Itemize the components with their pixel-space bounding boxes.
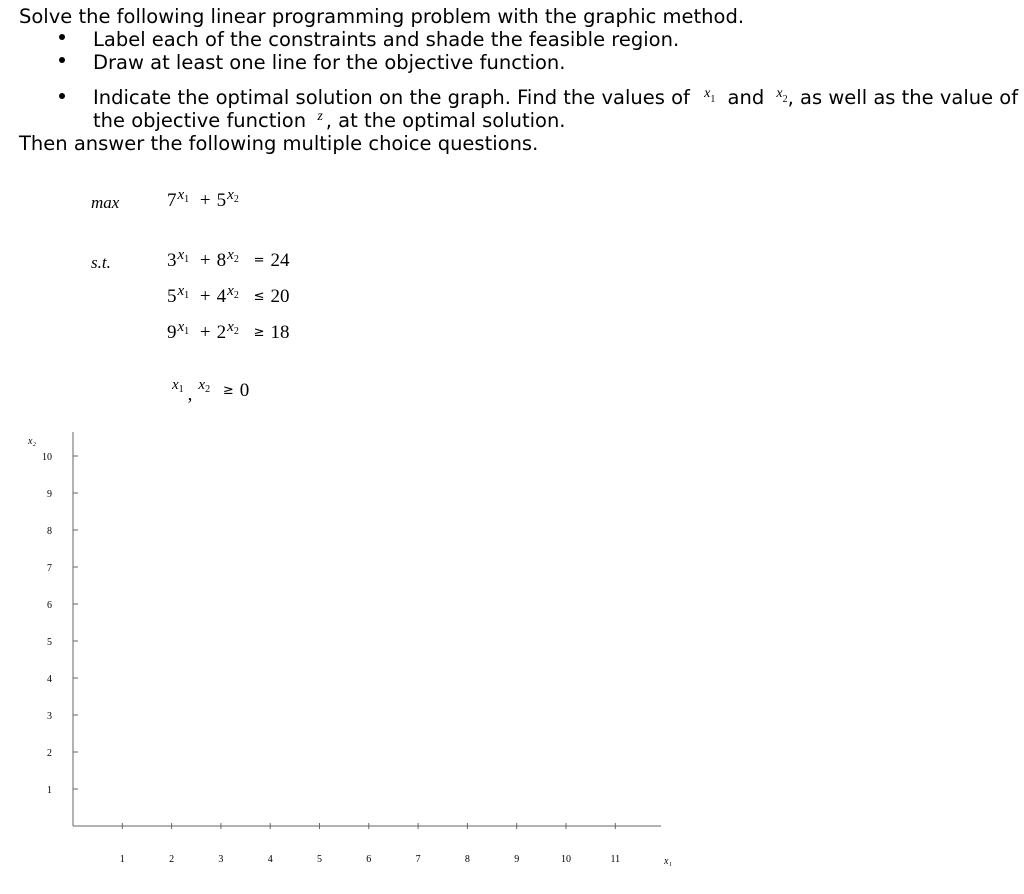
var-x2: $^x$2 <box>776 86 788 105</box>
x-tick-label: 10 <box>561 854 571 865</box>
instruction-text: , as well as the value of <box>787 86 1019 109</box>
instruction-objective-line: Draw at least one line for the objective function. <box>93 51 566 74</box>
y-tick-label: 1 <box>47 785 52 796</box>
constraint-row: $9^{x1} + 2^{x2} \ge 18$ <box>167 319 290 343</box>
var-x1: $^x$1 <box>704 86 716 105</box>
constraint-row: $5^{x1} + 4^{x2} \le 20$ <box>167 283 290 307</box>
closing-instruction: Then answer the following multiple choice questions. <box>19 132 539 155</box>
instruction-text: Indicate the optimal solution on the graph. Find the values of <box>93 86 690 109</box>
bullet-dot <box>59 34 65 40</box>
y-tick-label: 9 <box>47 489 52 500</box>
x-tick-label: 8 <box>464 854 470 865</box>
instruction-text: and <box>727 86 765 109</box>
x-tick-label: 3 <box>218 854 224 865</box>
x-tick-label: 9 <box>514 854 520 865</box>
bullet-dot <box>59 57 65 63</box>
y-tick-label: 5 <box>47 637 52 648</box>
instruction-text: the objective function <box>93 109 307 132</box>
instruction-text: , at the optimal solution. <box>325 109 566 132</box>
x-tick-label: 7 <box>415 854 421 865</box>
st-label: s.t. <box>91 253 111 272</box>
y-tick-label: 4 <box>47 674 52 685</box>
objective-function: $7^{x1} + 5^{x2}$ <box>167 187 239 211</box>
y-tick-label: 8 <box>47 526 52 537</box>
bullet-dot <box>59 93 65 99</box>
x-tick-label: 2 <box>169 854 175 865</box>
y-tick-label: 6 <box>47 600 52 611</box>
x-axis-label: x₁ <box>664 856 672 867</box>
var-z: z <box>317 109 323 124</box>
graph-area[interactable] <box>0 420 700 894</box>
constraint-row: $3^{x1} + 8^{x2} = 24$ <box>167 247 290 271</box>
x-tick-label: 4 <box>267 854 273 865</box>
x-tick-label: 1 <box>119 854 125 865</box>
max-label: max <box>91 193 120 212</box>
y-tick-label: 3 <box>47 711 52 722</box>
problem-heading: Solve the following linear programming problem with the graphic method. <box>19 5 745 28</box>
x-tick-label: 5 <box>317 854 322 865</box>
x-ticks <box>120 823 620 865</box>
x-tick-label: 11 <box>610 854 621 865</box>
y-tick-label: 10 <box>42 452 52 463</box>
instruction-label-constraints: Label each of the constraints and shade the feasible region. <box>93 28 680 51</box>
x-tick-label: 6 <box>366 854 372 865</box>
y-tick-label: 7 <box>47 563 52 574</box>
y-tick-label: 2 <box>47 748 52 759</box>
y-axis-label: x₂ <box>28 436 36 447</box>
nonnegativity-constraint: $^{x1}$ , $^{x2}$ ≥ 0 <box>172 377 250 405</box>
